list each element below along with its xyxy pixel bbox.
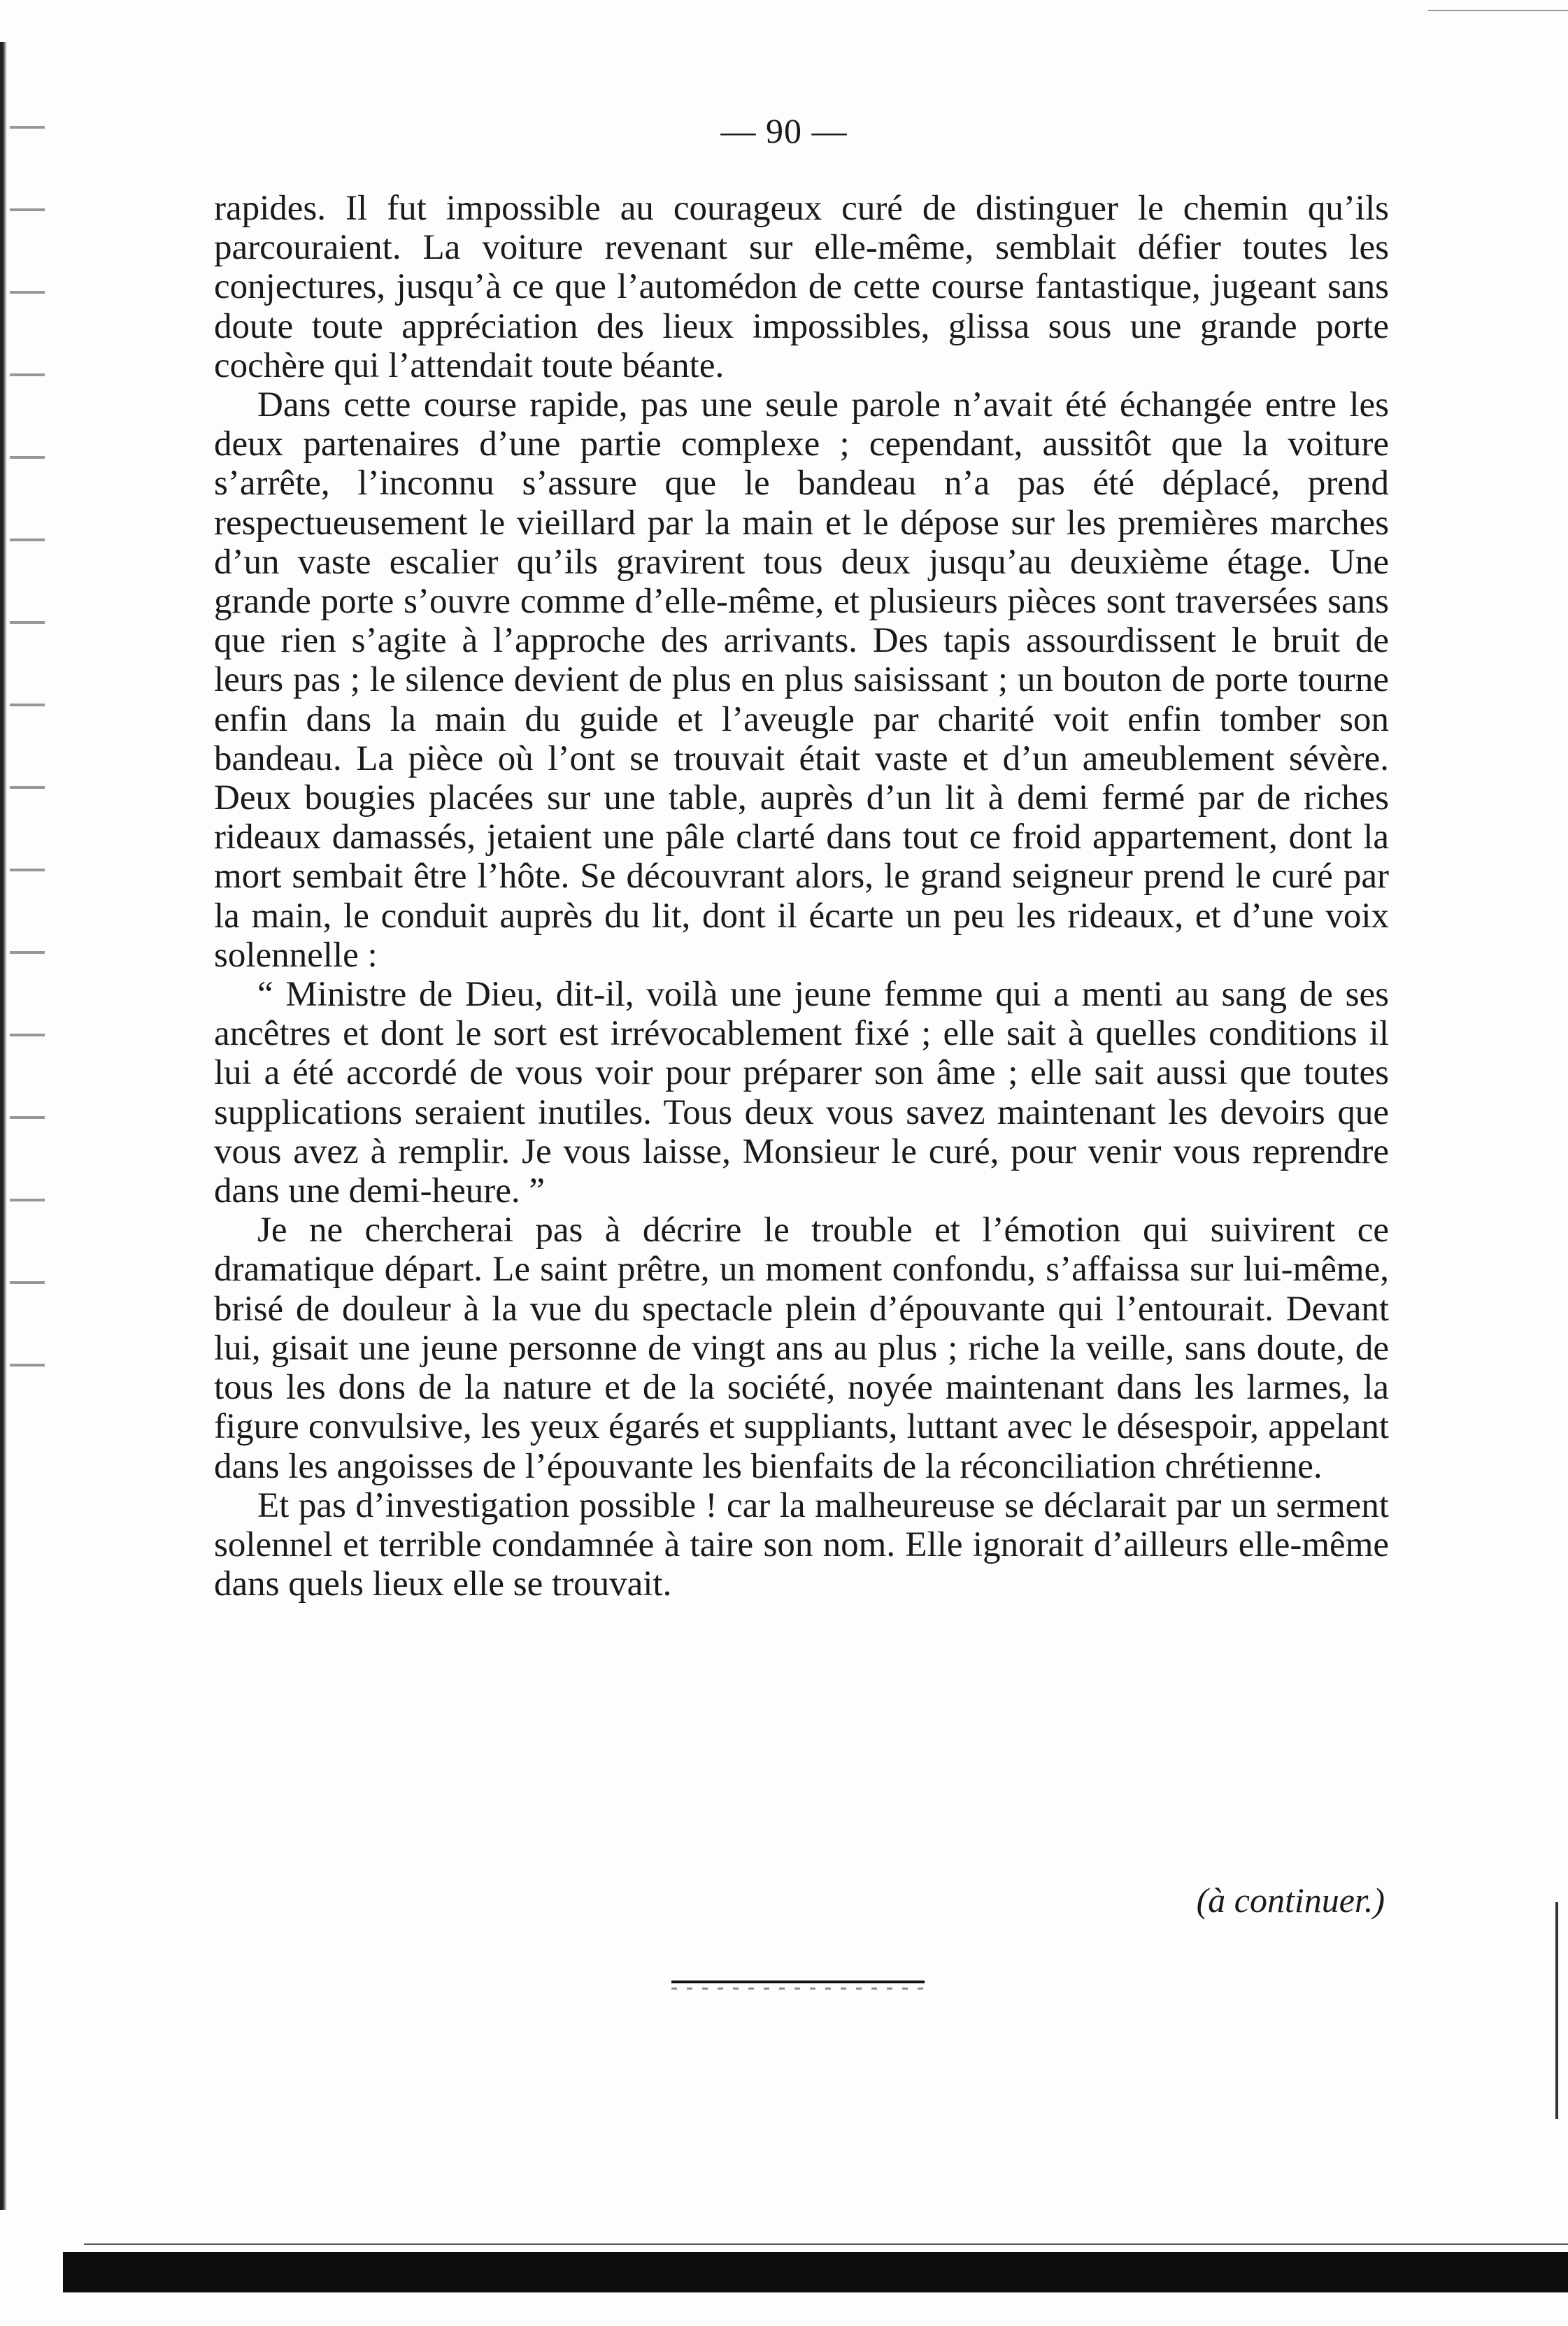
scan-binding-edge xyxy=(0,42,7,2210)
paragraph: Et pas d’investigation possible ! car la malheureuse se déclarait par un serment solennel et terrible condamnée à taire son nom. Elle ignorait d’ailleurs elle-même dans quels lieux elle se trouvait. xyxy=(214,1485,1389,1604)
scan-edge-right xyxy=(1555,1902,1558,2119)
section-end-rule xyxy=(671,1981,925,1983)
paragraph: “ Ministre de Dieu, dit-il, voilà une jeune femme qui a menti au sang de ses ancêtres et dont le sort est irrévocablement fixé ; elle sait à quelles conditions il lui a été accordé de vous voir pour préparer son âme ; elle sait aussi que toutes supplications seraient inutiles. Tous deux vous savez maintenant les devoirs que vous avez à remplir. Je vous laisse, Monsieur le curé, pour venir vous reprendre dans une demi-heure. ” xyxy=(214,975,1389,1211)
scan-edge-bottom xyxy=(63,2252,1568,2292)
paragraph: Dans cette course rapide, pas une seule parole n’avait été échangée entre les deux partenaires d’une partie complexe ; cependant, aussitôt que la voiture s’arrête, l’inconnu s’assure que le bandeau n’a pas été déplacé, prend respectueusement le vieillard par la main et le dépose sur les premières marches d’un vaste escalier qu’ils gravirent tous deux jusqu’au deuxième étage. Une grande porte s’ouvre comme d’elle-même, et plusieurs pièces sont traversées sans que rien s’agite à l’approche des arrivants. Des tapis assourdissent le bruit de leurs pas ; le silence devient de plus en plus saisissant ; un bouton de porte tourne enfin dans la main du guide et l’aveugle par charité voit enfin tomber son bandeau. La pièce où l’ont se trouvait était vaste et d’un ameublement sévère. Deux bougies placées sur une table, auprès d’un lit à demi fermé par de riches rideaux damassés, jetaient une pâle clarté dans tout ce froid appartement, dont la mort sembait être l’hôte. Se découvrant alors, le grand seigneur prend le curé par la main, le conduit auprès du lit, dont il écarte un peu les rideaux, et d’une voix solennelle : xyxy=(214,385,1389,975)
paragraph: rapides. Il fut impossible au courageux curé de distinguer le chemin qu’ils parcouraient. La voiture revenant sur elle-même, semblait défier toutes les conjectures, jusqu’à ce que l’automédon de cette course fantastique, jugeant sans doute toute appréciation des lieux impossibles, glissa sous une grande porte cochère qui l’attendait toute béante. xyxy=(214,189,1389,385)
section-end-dots xyxy=(671,1988,925,1990)
scan-edge-bottom-line xyxy=(84,2243,1568,2245)
scan-edge-top xyxy=(1428,10,1568,11)
scan-margin-marks xyxy=(10,84,45,1413)
body-text xyxy=(214,189,1389,1604)
page-number: — 90 — xyxy=(720,111,848,150)
continuation-note: (à continuer.) xyxy=(1196,1881,1385,1920)
paragraph: Je ne chercherai pas à décrire le trouble et l’émotion qui suivirent ce dramatique départ. Le saint prêtre, un moment confondu, s’affaissa sur lui-même, brisé de douleur à la vue du spectacle plein d’épouvante qui l’entourait. Devant lui, gisait une jeune personne de vingt ans au plus ; riche la veille, sans doute, de tous les dons de la nature et de la société, noyée maintenant dans les larmes, la figure convulsive, les yeux égarés et suppliants, luttant avec le désespoir, appelant dans les angoisses de l’épouvante les bienfaits de la réconciliation chrétienne. xyxy=(214,1211,1389,1486)
